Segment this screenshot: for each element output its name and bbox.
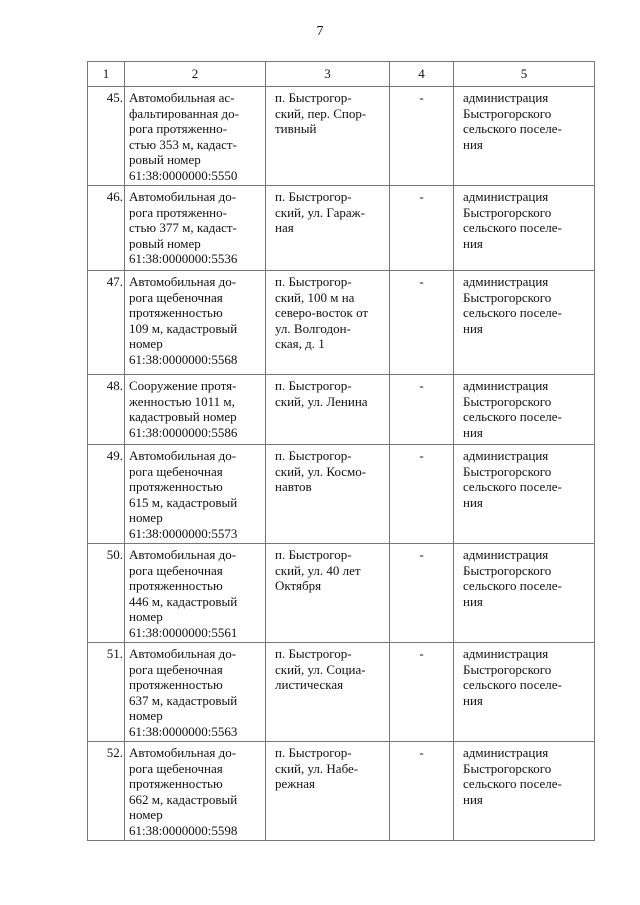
location-line: п. Быстрогор- (275, 745, 352, 760)
table-row (88, 643, 595, 742)
holder-line: ния (463, 424, 483, 440)
holder-line: администрация (463, 274, 549, 289)
holder-line: Быстрогорского (463, 289, 552, 305)
location-line: ский, 100 м на (275, 289, 355, 305)
object-name-cell (125, 375, 266, 445)
object-name-cell (125, 742, 266, 841)
location-cell (266, 186, 390, 271)
location-line: п. Быстрогор- (275, 547, 352, 562)
object-name-line: Сооружение протя- (129, 378, 237, 393)
location-line: ский, ул. 40 лет (275, 562, 361, 578)
object-name-line: фальтированная до- (129, 105, 239, 121)
column-4-value: - (390, 271, 454, 375)
column-4-value: - (390, 742, 454, 841)
holder-cell (454, 375, 595, 445)
object-name-line: Автомобильная ас- (129, 90, 235, 105)
holder-line: ния (463, 320, 483, 336)
header-row (88, 62, 595, 87)
object-name-line: номер (129, 609, 163, 624)
object-name-line: рога щебеночная (129, 463, 223, 479)
holder-line: администрация (463, 448, 549, 463)
holder-line: сельского поселе- (463, 578, 562, 593)
holder-line: администрация (463, 745, 549, 760)
object-name-line: номер (129, 708, 163, 723)
object-name-line: протяженностью (129, 305, 223, 320)
object-name-line: стью 377 м, кадаст- (129, 220, 237, 235)
row-number: 46. (88, 186, 125, 271)
location-line: ский, ул. Набе- (275, 760, 359, 776)
location-line: Октября (275, 578, 322, 593)
object-name-cell (125, 544, 266, 643)
location-line: ная (275, 220, 294, 235)
holder-line: Быстрогорского (463, 105, 552, 121)
holder-line: Быстрогорского (463, 661, 552, 677)
holder-line: сельского поселе- (463, 479, 562, 494)
object-name-line: 61:38:0000000:5561 (129, 624, 238, 640)
table-row (88, 375, 595, 445)
holder-line: ния (463, 692, 483, 708)
object-name-line: протяженностью (129, 479, 223, 494)
holder-line: Быстрогорского (463, 760, 552, 776)
object-name-cell (125, 445, 266, 544)
holder-line: администрация (463, 189, 549, 204)
object-name-line: 109 м, кадастровый (129, 320, 238, 336)
object-name-line: Автомобильная до- (129, 448, 237, 463)
holder-line: ния (463, 593, 483, 609)
row-number: 51. (88, 643, 125, 742)
object-name-line: 637 м, кадастровый (129, 692, 238, 708)
object-name-line: номер (129, 510, 163, 525)
holder-cell (454, 186, 595, 271)
object-name-line: Автомобильная до- (129, 547, 237, 562)
object-name-line: рога протяженно- (129, 121, 227, 136)
object-name-line: кадастровый номер (129, 409, 237, 424)
object-name-line: 61:38:0000000:5586 (129, 424, 238, 440)
object-name-line: протяженностью (129, 578, 223, 593)
object-name-line: рога щебеночная (129, 760, 223, 776)
location-cell (266, 544, 390, 643)
location-cell (266, 445, 390, 544)
holder-cell (454, 742, 595, 841)
object-name-line: 61:38:0000000:5563 (129, 723, 238, 739)
object-name-line: ровый номер (129, 235, 201, 251)
column-4-value: - (390, 643, 454, 742)
holder-line: сельского поселе- (463, 220, 562, 235)
object-name-cell (125, 87, 266, 186)
location-line: п. Быстрогор- (275, 90, 352, 105)
object-name-line: Автомобильная до- (129, 745, 237, 760)
property-table (87, 61, 595, 841)
object-name-cell (125, 271, 266, 375)
location-line: п. Быстрогор- (275, 646, 352, 661)
object-name-line: Автомобильная до- (129, 274, 237, 289)
holder-line: Быстрогорского (463, 562, 552, 578)
location-line: северо-восток от (275, 305, 369, 320)
object-name-line: 662 м, кадастровый (129, 791, 238, 807)
row-number: 50. (88, 544, 125, 643)
table-row (88, 544, 595, 643)
page-number: 7 (316, 24, 324, 39)
location-line: п. Быстрогор- (275, 274, 352, 289)
object-name-line: 61:38:0000000:5550 (129, 167, 238, 183)
row-number: 48. (88, 375, 125, 445)
holder-line: сельского поселе- (463, 121, 562, 136)
holder-cell (454, 271, 595, 375)
holder-cell (454, 643, 595, 742)
holder-cell (454, 445, 595, 544)
location-cell (266, 643, 390, 742)
column-header-3: 3 (266, 62, 390, 87)
holder-cell (454, 544, 595, 643)
location-cell (266, 742, 390, 841)
location-line: ский, ул. Социа- (275, 661, 366, 677)
object-name-line: 446 м, кадастровый (129, 593, 238, 609)
row-number: 47. (88, 271, 125, 375)
column-header-2: 2 (125, 62, 266, 87)
column-4-value: - (390, 544, 454, 643)
row-number: 45. (88, 87, 125, 186)
column-header-5: 5 (454, 62, 595, 87)
holder-line: администрация (463, 547, 549, 562)
object-name-line: 61:38:0000000:5536 (129, 251, 238, 266)
object-name-line: рога щебеночная (129, 562, 223, 578)
location-line: ул. Волгодон- (275, 320, 351, 336)
column-4-value: - (390, 186, 454, 271)
table-row (88, 445, 595, 544)
object-name-line: номер (129, 336, 163, 351)
table-row (88, 186, 595, 271)
column-4-value: - (390, 445, 454, 544)
holder-cell (454, 87, 595, 186)
location-cell (266, 375, 390, 445)
object-name-line: 61:38:0000000:5573 (129, 525, 238, 541)
holder-line: ния (463, 235, 483, 251)
row-number: 52. (88, 742, 125, 841)
holder-line: сельского поселе- (463, 305, 562, 320)
column-header-1: 1 (88, 62, 125, 87)
object-name-line: стью 353 м, кадаст- (129, 136, 237, 152)
holder-line: Быстрогорского (463, 393, 552, 409)
location-line: режная (275, 776, 315, 791)
object-name-line: женностью 1011 м, (129, 393, 235, 409)
location-line: п. Быстрогор- (275, 189, 352, 204)
object-name-line: Автомобильная до- (129, 646, 237, 661)
holder-line: ния (463, 494, 483, 510)
object-name-line: 61:38:0000000:5598 (129, 822, 238, 838)
holder-line: администрация (463, 90, 549, 105)
location-line: ский, ул. Гараж- (275, 204, 365, 220)
location-line: тивный (275, 121, 317, 136)
column-4-value: - (390, 87, 454, 186)
location-line: ский, ул. Ленина (275, 393, 368, 409)
table-body (88, 87, 595, 841)
object-name-line: ровый номер (129, 152, 201, 167)
location-line: навтов (275, 479, 312, 494)
column-4-value: - (390, 375, 454, 445)
holder-line: администрация (463, 646, 549, 661)
location-cell (266, 271, 390, 375)
object-name-line: протяженностью (129, 677, 223, 692)
object-name-line: 61:38:0000000:5568 (129, 351, 238, 367)
location-cell (266, 87, 390, 186)
object-name-line: рога щебеночная (129, 661, 223, 677)
object-name-line: номер (129, 807, 163, 822)
location-line: ский, пер. Спор- (275, 105, 367, 121)
holder-line: ния (463, 791, 483, 807)
holder-line: сельского поселе- (463, 677, 562, 692)
object-name-line: Автомобильная до- (129, 189, 237, 204)
object-name-line: рога протяженно- (129, 204, 227, 220)
holder-line: Быстрогорского (463, 204, 552, 220)
holder-line: ния (463, 136, 483, 152)
object-name-line: 615 м, кадастровый (129, 494, 238, 510)
holder-line: администрация (463, 378, 549, 393)
table-row (88, 87, 595, 186)
row-number: 49. (88, 445, 125, 544)
object-name-line: протяженностью (129, 776, 223, 791)
location-line: листическая (275, 677, 344, 692)
holder-line: сельского поселе- (463, 776, 562, 791)
object-name-cell (125, 186, 266, 271)
holder-line: сельского поселе- (463, 409, 562, 424)
location-line: п. Быстрогор- (275, 378, 352, 393)
object-name-cell (125, 643, 266, 742)
location-line: ский, ул. Космо- (275, 463, 367, 479)
holder-line: Быстрогорского (463, 463, 552, 479)
location-line: ская, д. 1 (275, 336, 325, 351)
location-line: п. Быстрогор- (275, 448, 352, 463)
table-row (88, 271, 595, 375)
object-name-line: рога щебеночная (129, 289, 223, 305)
column-header-4: 4 (390, 62, 454, 87)
table-row (88, 742, 595, 841)
